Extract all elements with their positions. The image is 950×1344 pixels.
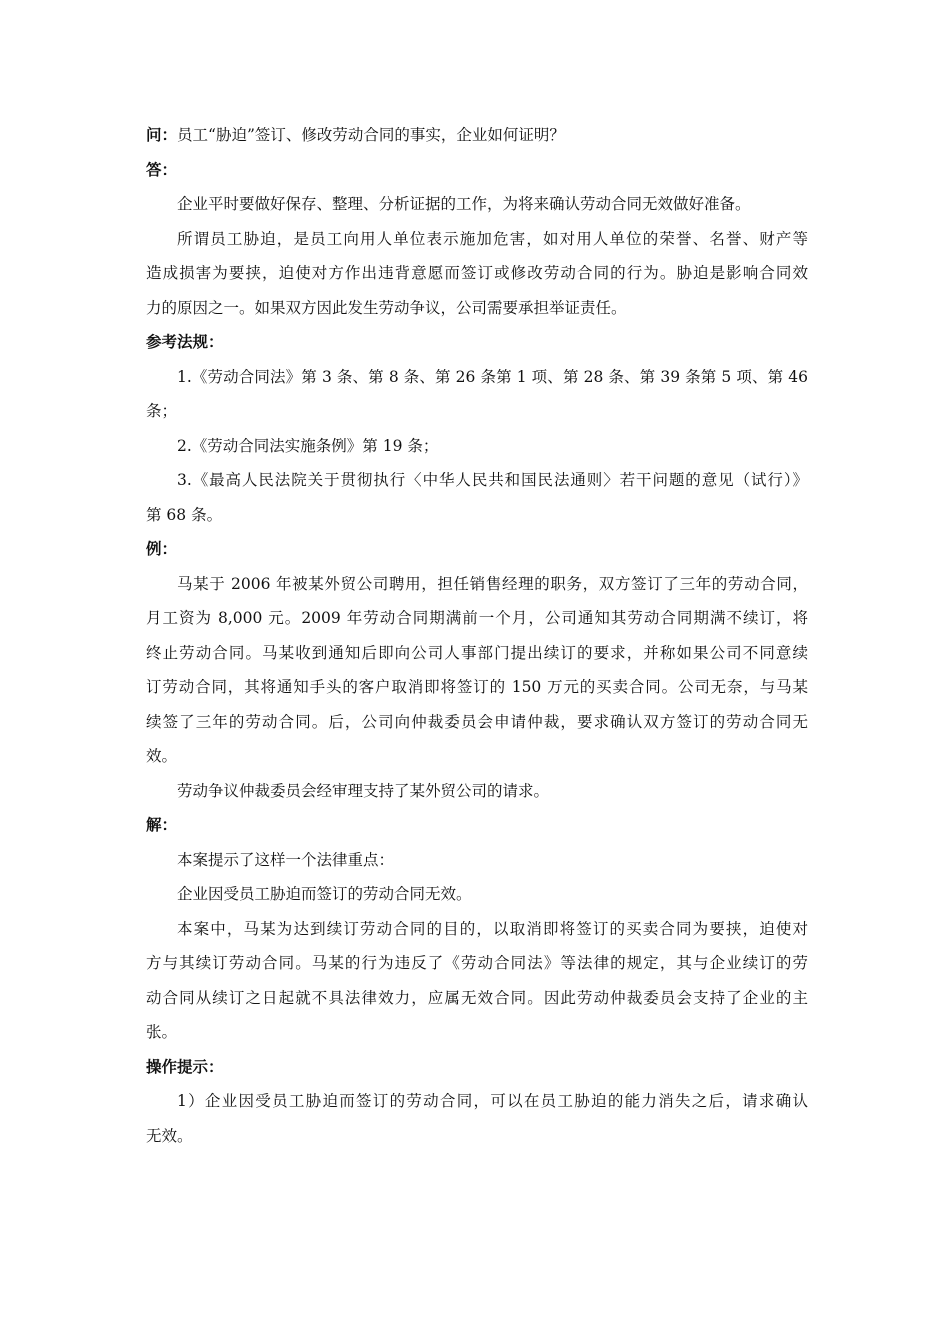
answer-paragraph-2-line-3: 力的原因之一。如果双方因此发生劳动争议，公司需要承担举证责任。	[146, 298, 627, 317]
solution-heading: 解：	[146, 816, 178, 834]
tip-item-1-line-2: 无效。	[146, 1126, 193, 1145]
tip-item-1-line-1: 1）企业因受员工胁迫而签订的劳动合同，可以在员工胁迫的能力消失之后，请求确认	[177, 1092, 808, 1110]
question-text: 员工“胁迫”签订、修改劳动合同的事实，企业如何证明？	[177, 126, 565, 144]
law-item-1-line-1: 1.《劳动合同法》第 3 条、第 8 条、第 26 条第 1 项、第 28 条、第 39 条第 5 项、第 46	[177, 367, 808, 386]
answer-paragraph-1: 企业平时要做好保存、整理、分析证据的工作，为将来确认劳动合同无效做好准备。	[177, 195, 751, 213]
law-item-3-line-2: 第 68 条。	[146, 505, 223, 524]
tips-heading: 操作提示：	[146, 1057, 224, 1076]
law-item-3-line-1: 3.《最高人民法院关于贯彻执行〈中华人民共和国民法通则〉若干问题的意见（试行）》	[177, 471, 808, 489]
solution-paragraph-3-line-4: 张。	[146, 1023, 178, 1041]
example-heading: 例：	[146, 540, 178, 558]
answer-paragraph-2-line-2: 造成损害为要挟，迫使对方作出违背意愿而签订或修改劳动合同的行为。胁迫是影响合同效	[146, 264, 808, 282]
example-paragraph-1-line-5: 续签了三年的劳动合同。后，公司向仲裁委员会申请仲裁，要求确认双方签订的劳动合同无	[146, 712, 808, 731]
example-paragraph-1-line-3: 终止劳动合同。马某收到通知后即向公司人事部门提出续订的要求，并称如果公司不同意续	[146, 643, 808, 662]
example-paragraph-1-line-1: 马某于 2006 年被某外贸公司聘用，担任销售经理的职务，双方签订了三年的劳动合同，	[177, 574, 808, 593]
example-paragraph-1-line-6: 效。	[146, 747, 178, 765]
solution-paragraph-3-line-3: 动合同从续订之日起就不具法律效力，应属无效合同。因此劳动仲裁委员会支持了企业的主	[146, 988, 808, 1007]
example-paragraph-1-line-2: 月工资为 8,000 元。2009 年劳动合同期满前一个月，公司通知其劳动合同期满不续订，将	[146, 609, 808, 627]
law-item-2: 2.《劳动合同法实施条例》第 19 条；	[177, 436, 439, 455]
solution-paragraph-1: 本案提示了这样一个法律重点：	[177, 850, 395, 869]
example-paragraph-2: 劳动争议仲裁委员会经审理支持了某外贸公司的请求。	[177, 781, 550, 800]
laws-heading: 参考法规：	[146, 333, 224, 351]
example-paragraph-1-line-4: 订劳动合同，其将通知手头的客户取消即将签订的 150 万元的买卖合同。公司无奈，与马某	[146, 678, 808, 696]
law-item-1-line-2: 条；	[146, 402, 178, 420]
answer-paragraph-2-line-1: 所谓员工胁迫，是员工向用人单位表示施加危害，如对用人单位的荣誉、名誉、财产等	[177, 229, 808, 248]
answer-heading: 答：	[146, 160, 178, 179]
question-line	[146, 118, 808, 153]
solution-paragraph-2: 企业因受员工胁迫而签订的劳动合同无效。	[177, 885, 472, 903]
solution-paragraph-3-line-1: 本案中，马某为达到续订劳动合同的目的，以取消即将签订的买卖合同为要挟，迫使对	[177, 919, 808, 938]
question-label: 问：	[146, 126, 178, 144]
solution-paragraph-3-line-2: 方与其续订劳动合同。马某的行为违反了《劳动合同法》等法律的规定，其与企业续订的劳	[146, 954, 808, 972]
document-page	[146, 118, 808, 1153]
